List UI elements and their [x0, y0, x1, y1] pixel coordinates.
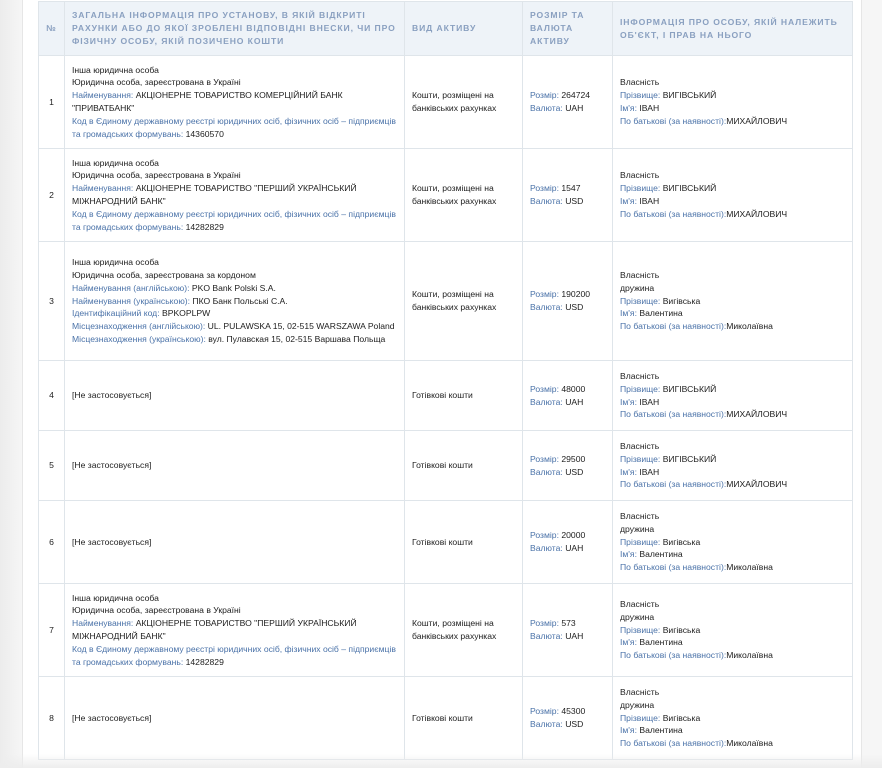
field-value: ВИГІВСЬКИЙ [662, 383, 717, 394]
owner-info-cell-line [620, 195, 845, 208]
field-value: АКЦІОНЕРНЕ ТОВАРИСТВО "ПЕРШИЙ УКРАЇНСЬКИЙ МІЖНАРОДНИЙ БАНК" [72, 618, 357, 641]
entity-info-cell-line [72, 712, 397, 725]
owner-info-cell-line [620, 383, 845, 396]
owner-info-cell-line [620, 611, 845, 624]
owner-info-cell-line [620, 561, 845, 574]
entity-info-cell [65, 584, 405, 677]
field-value: Миколаївна [726, 738, 773, 749]
field-label: Валюта: [530, 302, 566, 312]
field-value: Юридична особа, зареєстрована за кордоном [72, 270, 256, 280]
owner-info-cell-line [620, 523, 845, 536]
field-label: Прізвище: [620, 295, 663, 306]
field-value: 264724 [561, 90, 591, 101]
field-value: АКЦІОНЕРНЕ ТОВАРИСТВО КОМЕРЦІЙНИЙ БАНК "ПРИВАТБАНК" [72, 90, 343, 113]
field-value: 14282829 [185, 656, 224, 667]
field-label: Ім'я: [620, 396, 640, 407]
entity-info-cell-line [72, 295, 397, 308]
entity-info-cell-line [72, 643, 397, 669]
entity-info-cell-line [72, 76, 397, 89]
amount-cell-line [530, 182, 605, 195]
owner-info-cell-line [620, 295, 845, 308]
entity-info-cell-line [72, 64, 397, 77]
row-number: 1 [39, 56, 65, 149]
field-value: Інша юридична особа [72, 257, 159, 268]
field-label: Ім'я: [620, 637, 640, 648]
owner-info-cell-line [620, 115, 845, 128]
owner-info-cell-line [620, 169, 845, 182]
field-label: Місцезнаходження (англійською): [72, 321, 208, 332]
field-label: Ім'я: [620, 196, 640, 206]
entity-info-cell-line [72, 89, 397, 115]
owner-info-cell-line [620, 453, 845, 466]
owner-info-cell-line [620, 182, 845, 195]
amount-cell [523, 149, 613, 242]
entity-info-cell-line [72, 604, 397, 617]
field-label: Найменування: [72, 90, 136, 101]
field-label: Ім'я: [620, 308, 640, 319]
field-value: Вигівська [662, 712, 701, 723]
field-value: UL. PULAWSKA 15, 02-515 WARSZAWA Poland [207, 321, 395, 332]
field-value: ІВАН [639, 396, 660, 407]
field-value: Власність [620, 599, 660, 609]
entity-info-cell-line [72, 182, 397, 208]
owner-info-cell-line [620, 536, 845, 549]
field-value: [Не застосовується] [72, 460, 152, 471]
field-value: UAH [565, 543, 584, 553]
field-label: Валюта: [530, 631, 566, 641]
table-row [39, 584, 853, 677]
field-value: 14282829 [185, 221, 224, 232]
entity-info-cell-line [72, 115, 397, 141]
field-value: Миколаївна [726, 650, 773, 661]
field-label: Розмір: [530, 90, 562, 101]
field-value: дружина [620, 611, 655, 622]
field-label: Розмір: [530, 453, 562, 464]
field-value: BPKOPLPW [161, 308, 211, 319]
field-label: Валюта: [530, 103, 566, 113]
field-label: Розмір: [530, 289, 562, 300]
field-label: Код в Єдиному державному реєстрі юридичних осіб, фізичних осіб – підприємців та громадських формувань: [72, 643, 396, 667]
field-value: ВИГІВСЬКИЙ [662, 183, 717, 194]
owner-info-cell-line [620, 307, 845, 320]
amount-cell-line [530, 529, 605, 542]
owner-info-cell-line [620, 370, 845, 383]
field-value: [Не застосовується] [72, 712, 152, 723]
entity-info-cell [65, 56, 405, 149]
field-value: ІВАН [639, 103, 660, 113]
field-value: [Не застосовується] [72, 390, 152, 401]
entity-info-cell [65, 149, 405, 242]
entity-info-cell [65, 501, 405, 584]
table-row [39, 501, 853, 584]
field-value: ІВАН [639, 466, 660, 477]
entity-info-cell-line [72, 307, 397, 320]
field-label: Валюта: [530, 543, 566, 553]
field-value: USD [565, 302, 584, 312]
field-value: МИХАЙЛОВИЧ [726, 208, 788, 219]
asset-type-cell: Готівкові кошти [405, 677, 523, 760]
entity-info-cell-line [72, 320, 397, 333]
field-value: 190200 [561, 289, 591, 300]
entity-info-cell-line [72, 536, 397, 549]
owner-info-cell-line [620, 510, 845, 523]
owner-info-cell [613, 677, 853, 760]
field-value: Валентина [639, 725, 683, 736]
entity-info-cell-line [72, 333, 397, 346]
field-label: Найменування (англійською): [72, 282, 192, 293]
field-value: ВИГІВСЬКИЙ [662, 90, 717, 101]
amount-cell [523, 431, 613, 501]
field-label: Код в Єдиному державному реєстрі юридичних осіб, фізичних осіб – підприємців та громадських формувань: [72, 115, 396, 139]
owner-info-cell-line [620, 89, 845, 102]
field-label: Валюта: [530, 396, 566, 407]
field-label: Найменування: [72, 618, 136, 629]
field-value: 1547 [561, 183, 581, 194]
field-label: Прізвище: [620, 453, 663, 464]
entity-info-cell-line [72, 169, 397, 182]
owner-info-cell-line [620, 636, 845, 649]
field-label: Ім'я: [620, 466, 640, 477]
field-value: дружина [620, 282, 655, 293]
field-value: Валентина [639, 308, 683, 319]
field-value: Власність [620, 511, 660, 521]
field-value: Юридична особа, зареєстрована в Україні [72, 170, 241, 181]
field-label: Розмір: [530, 383, 562, 394]
row-number: 7 [39, 584, 65, 677]
entity-info-cell-line [72, 256, 397, 269]
field-value: МИХАЙЛОВИЧ [726, 115, 788, 126]
field-label: Код в Єдиному державному реєстрі юридичних осіб, фізичних осіб – підприємців та громадських формувань: [72, 208, 396, 232]
field-value: дружина [620, 699, 655, 710]
entity-info-cell-line [72, 592, 397, 605]
amount-cell-line [530, 102, 605, 115]
amount-cell [523, 56, 613, 149]
field-label: Прізвище: [620, 183, 663, 194]
field-value: МИХАЙЛОВИЧ [726, 479, 788, 490]
field-value: USD [565, 719, 584, 729]
row-number: 8 [39, 677, 65, 760]
field-value: Власність [620, 370, 660, 381]
owner-info-cell-line [620, 320, 845, 333]
field-label: Валюта: [530, 466, 566, 477]
entity-info-cell-line [72, 459, 397, 472]
owner-info-cell [613, 584, 853, 677]
field-value: МИХАЙЛОВИЧ [726, 409, 788, 420]
field-label: Прізвище: [620, 624, 663, 635]
owner-info-cell-line [620, 282, 845, 295]
entity-info-cell [65, 431, 405, 501]
owner-info-cell [613, 431, 853, 501]
field-value: Власність [620, 270, 660, 280]
entity-info-cell-line [72, 157, 397, 170]
field-value: вул. Пулавская 15, 02-515 Варшава Польща [208, 333, 386, 344]
field-value: Миколаївна [726, 321, 773, 332]
field-value: 14360570 [185, 128, 224, 139]
field-value: 29500 [561, 453, 586, 464]
field-label: Розмір: [530, 618, 562, 629]
entity-info-cell-line [72, 269, 397, 282]
amount-cell-line [530, 453, 605, 466]
owner-info-cell-line [620, 208, 845, 221]
amount-cell [523, 584, 613, 677]
field-value: Валентина [639, 637, 683, 648]
table-row [39, 431, 853, 501]
amount-cell-line [530, 195, 605, 208]
table-row [39, 242, 853, 361]
field-value: Власність [620, 170, 660, 181]
header-amount-currency: РОЗМІР ТА ВАЛЮТА АКТИВУ [523, 2, 613, 56]
asset-type-cell: Готівкові кошти [405, 501, 523, 584]
row-number: 5 [39, 431, 65, 501]
field-value: АКЦІОНЕРНЕ ТОВАРИСТВО "ПЕРШИЙ УКРАЇНСЬКИЙ МІЖНАРОДНИЙ БАНК" [72, 183, 357, 206]
field-label: Валюта: [530, 196, 566, 206]
asset-type-cell: Кошти, розміщені на банківських рахунках [405, 149, 523, 242]
owner-info-cell-line [620, 624, 845, 637]
field-value: Власність [620, 687, 660, 697]
field-label: По батькові (за наявності): [620, 650, 727, 661]
field-label: Розмір: [530, 706, 562, 717]
field-value: Власність [620, 77, 660, 88]
amount-cell-line [530, 288, 605, 301]
page-bottom-fade [0, 754, 882, 768]
owner-info-cell-line [620, 737, 845, 750]
field-label: Ім'я: [620, 549, 640, 560]
table-row [39, 677, 853, 760]
field-value: Інша юридична особа [72, 157, 159, 168]
table-row [39, 56, 853, 149]
field-value: Інша юридична особа [72, 592, 159, 603]
amount-cell-line [530, 383, 605, 396]
amount-cell-line [530, 466, 605, 479]
field-label: Ім'я: [620, 103, 640, 113]
owner-info-cell-line [620, 478, 845, 491]
bank-assets-table [38, 1, 853, 760]
field-label: Розмір: [530, 530, 562, 541]
amount-cell-line [530, 705, 605, 718]
field-label: Прізвище: [620, 90, 663, 101]
amount-cell [523, 242, 613, 361]
field-value: 45300 [561, 706, 586, 717]
owner-info-cell-line [620, 686, 845, 699]
owner-info-cell [613, 56, 853, 149]
field-label: Валюта: [530, 719, 566, 729]
field-value: Юридична особа, зареєстрована в Україні [72, 77, 241, 88]
field-label: Прізвище: [620, 712, 663, 723]
field-value: 48000 [561, 383, 586, 394]
field-value: ІВАН [639, 196, 660, 206]
table-row [39, 149, 853, 242]
row-number: 2 [39, 149, 65, 242]
field-label: По батькові (за наявності): [620, 738, 727, 749]
header-asset-type: ВИД АКТИВУ [405, 2, 523, 56]
field-value: 20000 [561, 530, 586, 541]
field-value: Інша юридична особа [72, 64, 159, 75]
field-label: По батькові (за наявності): [620, 479, 727, 490]
owner-info-cell-line [620, 408, 845, 421]
field-label: Ідентифікаційний код: [72, 308, 162, 319]
field-value: Вигівська [662, 536, 701, 547]
entity-info-cell-line [72, 389, 397, 402]
field-value: ПКО Банк Польські С.А. [192, 295, 288, 306]
amount-cell-line [530, 617, 605, 630]
asset-type-cell: Кошти, розміщені на банківських рахунках [405, 56, 523, 149]
asset-type-cell: Готівкові кошти [405, 361, 523, 431]
field-value: USD [565, 466, 584, 477]
field-value: 573 [561, 618, 576, 629]
header-owner-info: ІНФОРМАЦІЯ ПРО ОСОБУ, ЯКІЙ НАЛЕЖИТЬ ОБ'ЄКТ, І ПРАВ НА НЬОГО [613, 2, 853, 56]
field-value: ВИГІВСЬКИЙ [662, 453, 717, 464]
field-label: Прізвище: [620, 383, 663, 394]
amount-cell-line [530, 718, 605, 731]
owner-info-cell-line [620, 76, 845, 89]
field-value: Юридична особа, зареєстрована в Україні [72, 605, 241, 616]
owner-info-cell-line [620, 724, 845, 737]
asset-type-cell: Кошти, розміщені на банківських рахунках [405, 584, 523, 677]
owner-info-cell-line [620, 440, 845, 453]
owner-info-cell [613, 501, 853, 584]
entity-info-cell-line [72, 208, 397, 234]
entity-info-cell-line [72, 282, 397, 295]
owner-info-cell [613, 149, 853, 242]
header-entity-info: ЗАГАЛЬНА ІНФОРМАЦІЯ ПРО УСТАНОВУ, В ЯКІЙ ВІДКРИТІ РАХУНКИ АБО ДО ЯКОЇ ЗРОБЛЕНІ ВІДПОВІДНІ ВНЕСКИ, ЧИ ПРО ФІЗИЧНУ ОСОБУ, ЯКІЙ ПОЗИЧЕНО КОШТИ [65, 2, 405, 56]
field-value: Вигівська [662, 295, 701, 306]
amount-cell [523, 501, 613, 584]
field-label: По батькові (за наявності): [620, 562, 727, 573]
field-value: дружина [620, 523, 655, 534]
entity-info-cell [65, 242, 405, 361]
owner-info-cell [613, 361, 853, 431]
owner-info-cell-line [620, 649, 845, 662]
field-value: Власність [620, 440, 660, 451]
table-row [39, 361, 853, 431]
owner-info-cell-line [620, 269, 845, 282]
field-label: Найменування (українською): [72, 295, 193, 306]
field-value: [Не застосовується] [72, 536, 152, 547]
field-label: Місцезнаходження (українською): [72, 333, 209, 344]
field-label: По батькові (за наявності): [620, 208, 727, 219]
entity-info-cell-line [72, 617, 397, 643]
owner-info-cell-line [620, 102, 845, 115]
row-number: 6 [39, 501, 65, 584]
field-value: UAH [565, 631, 584, 641]
declaration-section-card [22, 0, 862, 768]
field-label: Найменування: [72, 183, 136, 194]
amount-cell [523, 677, 613, 760]
asset-type-cell: Кошти, розміщені на банківських рахунках [405, 242, 523, 361]
entity-info-cell [65, 677, 405, 760]
page-left-margin [0, 0, 22, 768]
owner-info-cell-line [620, 699, 845, 712]
amount-cell-line [530, 630, 605, 643]
field-value: PKO Bank Polski S.A. [191, 282, 276, 293]
owner-info-cell-line [620, 396, 845, 409]
field-label: Ім'я: [620, 725, 640, 736]
field-label: Розмір: [530, 183, 562, 194]
field-label: По батькові (за наявності): [620, 321, 727, 332]
field-value: UAH [565, 103, 584, 113]
field-value: Валентина [639, 549, 683, 560]
entity-info-cell [65, 361, 405, 431]
field-label: По батькові (за наявності): [620, 115, 727, 126]
field-value: Миколаївна [726, 562, 773, 573]
asset-type-cell: Готівкові кошти [405, 431, 523, 501]
owner-info-cell-line [620, 548, 845, 561]
owner-info-cell-line [620, 598, 845, 611]
owner-info-cell [613, 242, 853, 361]
field-label: По батькові (за наявності): [620, 409, 727, 420]
header-number: № [39, 2, 65, 56]
row-number: 4 [39, 361, 65, 431]
amount-cell-line [530, 301, 605, 314]
owner-info-cell-line [620, 712, 845, 725]
field-value: Вигівська [662, 624, 701, 635]
amount-cell-line [530, 89, 605, 102]
amount-cell-line [530, 542, 605, 555]
field-value: USD [565, 196, 584, 206]
amount-cell [523, 361, 613, 431]
field-value: UAH [565, 396, 584, 407]
field-label: Прізвище: [620, 536, 663, 547]
table-header-row [39, 2, 853, 56]
owner-info-cell-line [620, 466, 845, 479]
row-number: 3 [39, 242, 65, 361]
amount-cell-line [530, 396, 605, 409]
